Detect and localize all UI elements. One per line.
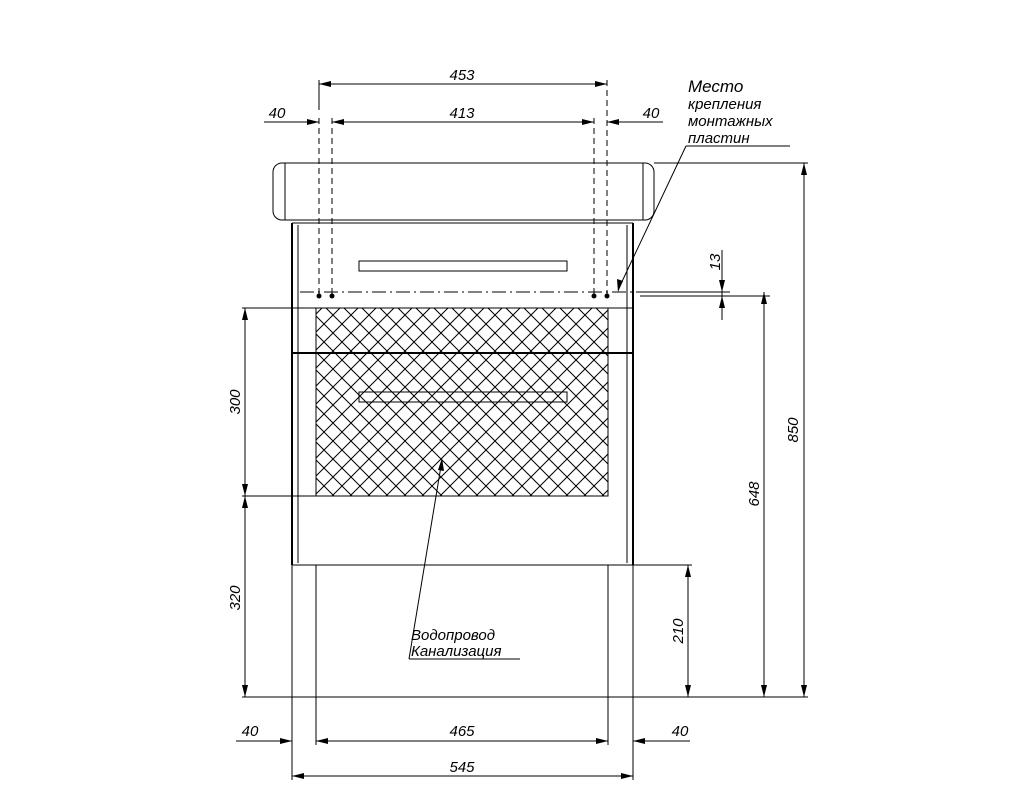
dimension-13	[640, 250, 770, 320]
mounting-label-line3: монтажных	[688, 113, 773, 130]
dimension-210	[608, 565, 692, 697]
dim-453-text: 453	[449, 67, 475, 84]
dimension-40-bottom-left	[236, 723, 292, 744]
mounting-label-line2: крепления	[688, 96, 762, 113]
sink-top	[273, 163, 654, 220]
dimension-850	[654, 163, 808, 697]
dim-850-text: 850	[785, 417, 802, 443]
bottom-extension-lines	[292, 565, 633, 780]
wall-outline	[242, 565, 808, 745]
dimension-453	[319, 67, 607, 110]
dim-40-top-right-text: 40	[642, 105, 660, 122]
dimension-40-bottom-right	[633, 723, 690, 744]
dimension-413	[332, 105, 594, 125]
dim-465-text: 465	[449, 723, 475, 740]
dim-648-text: 648	[746, 481, 763, 507]
upper-drawer-handle	[359, 261, 567, 271]
dim-300-text: 300	[227, 389, 244, 415]
dim-210-text: 210	[670, 618, 687, 644]
dimension-40-top-right	[607, 105, 663, 125]
dimension-465	[316, 723, 608, 744]
dim-40-bottom-right-text: 40	[671, 723, 689, 740]
dimension-545	[292, 759, 633, 779]
dim-40-bottom-left-text: 40	[241, 723, 259, 740]
mounting-label-line1: Место	[688, 77, 744, 96]
dim-413-text: 413	[449, 105, 475, 122]
dim-13-text: 13	[707, 253, 724, 271]
dimension-300	[227, 308, 316, 496]
dim-40-top-left-text: 40	[268, 105, 286, 122]
utilities-zone	[316, 308, 608, 496]
dimension-40-top-left	[264, 105, 319, 125]
dim-320-text: 320	[227, 585, 244, 611]
dim-545-text: 545	[449, 759, 475, 776]
water-supply-text: Водопровод	[411, 627, 496, 644]
dimension-648	[746, 292, 767, 697]
dimension-320	[227, 496, 248, 697]
mounting-label-line4: пластин	[688, 130, 750, 147]
sewage-text: Канализация	[411, 643, 502, 660]
